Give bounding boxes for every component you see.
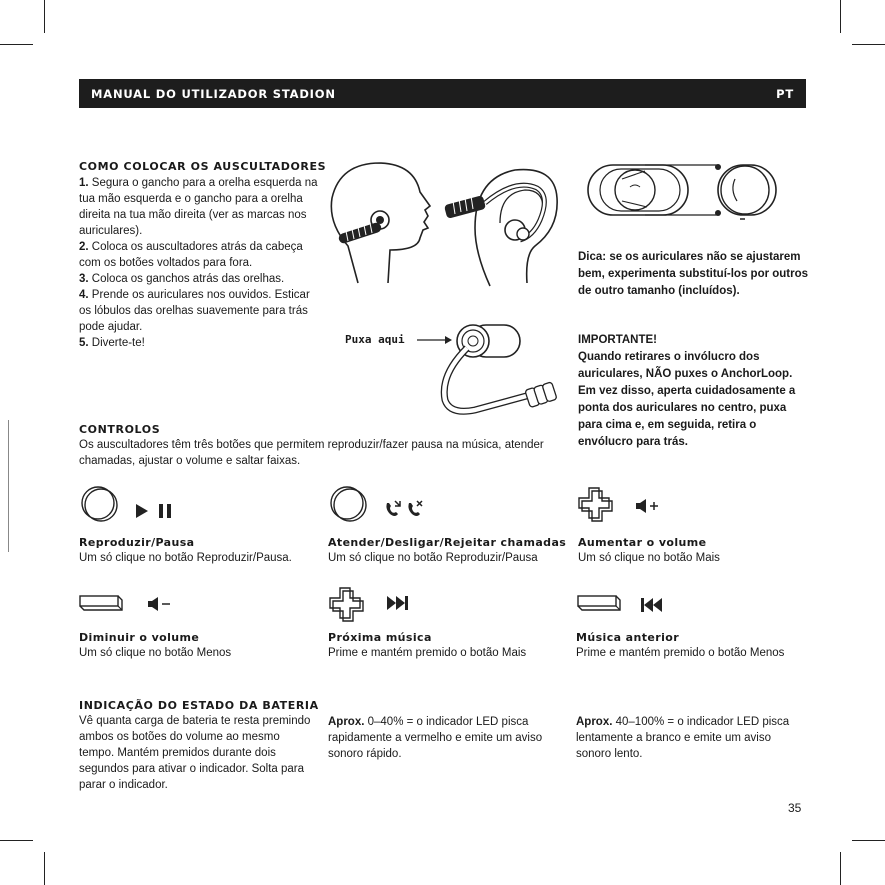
- battery-low-info: [328, 714, 560, 762]
- important-title: IMPORTANTE!: [578, 334, 658, 346]
- previous-track-icon: [640, 597, 664, 613]
- controls-intro: Os auscultadores têm três botões que permitem reproduzir/fazer pausa na música, atender chamadas, ajustar o volume e saltar faixas.: [79, 439, 544, 467]
- important-section: [578, 332, 813, 451]
- fitting-step: 4. Prende os auriculares nos ouvidos. Esticar os lóbulos das orelhas suavemente para trás pode ajudar.: [79, 289, 310, 333]
- crop-mark: [852, 840, 885, 841]
- control-title: Aumentar o volume: [578, 536, 707, 549]
- round-button-icon: [329, 485, 369, 525]
- manual-title: MANUAL DO UTILIZADOR STADION: [91, 86, 336, 101]
- crop-mark: [44, 0, 45, 33]
- page-number: 35: [788, 801, 802, 815]
- control-call: [328, 535, 566, 566]
- control-title: Música anterior: [576, 631, 680, 644]
- language-code: PT: [776, 86, 794, 101]
- minus-button-icon: [576, 594, 622, 612]
- volume-down-icon: [146, 596, 174, 612]
- control-desc: Um só clique no botão Reproduzir/Pausa.: [79, 552, 292, 564]
- plus-button-icon: [327, 586, 367, 624]
- control-desc: Um só clique no botão Menos: [79, 647, 232, 659]
- fitting-step: 2. Coloca os auscultadores atrás da cabeça com os botões voltados para fora.: [79, 241, 303, 269]
- control-previous-track: [576, 630, 784, 661]
- control-title: Atender/Desligar/Rejeitar chamadas: [328, 536, 567, 549]
- play-pause-icon: [134, 503, 176, 519]
- minus-button-icon: [78, 594, 124, 612]
- crop-mark: [0, 44, 33, 45]
- control-volume-up: [578, 535, 720, 566]
- control-desc: Um só clique no botão Mais: [578, 552, 720, 564]
- fitting-step: 1. Segura o gancho para a orelha esquerda na tua mão esquerda e o gancho para a orelha direita na tua mão direita (ver as marcas nos auriculares).: [79, 177, 318, 237]
- header-bar: [79, 79, 806, 108]
- next-track-icon: [386, 595, 410, 611]
- control-desc: Um só clique no botão Reproduzir/Pausa: [328, 552, 538, 564]
- controls-section: [79, 423, 559, 469]
- battery-section: [79, 699, 319, 793]
- head-illustration: [328, 158, 448, 288]
- battery-low-text: 0–40% = o indicador LED pisca rapidamente a vermelho e emite um aviso sonoro rápido.: [328, 716, 543, 760]
- ear-illustration: [445, 158, 570, 288]
- important-text: Quando retirares o invólucro dos auriculares, NÃO puxes o AnchorLoop. Em vez disso, aperta cuidadosamente a ponta dos auriculares no centro, puxa para cima e, em seguida, retira o envólucro para trás.: [578, 351, 796, 448]
- fitting-step: 3. Coloca os ganchos atrás das orelhas.: [79, 273, 285, 285]
- pull-here-label: Puxa aqui: [345, 333, 405, 346]
- battery-text: Vê quanta carga de bateria te resta premindo ambos os botões do volume ao mesmo tempo. Mantém premidos durante dois segundos para ativar o indicador. Solta para parar o indicador.: [79, 715, 311, 791]
- battery-high-info: [576, 714, 791, 762]
- battery-high-label: Aprox.: [576, 716, 613, 728]
- anchorloop-illustration: [415, 320, 565, 420]
- fitting-section: [79, 160, 329, 351]
- eartip-sizes-illustration: [585, 157, 785, 227]
- tip-text: Dica: se os auriculares não se ajustarem bem, experimenta substituí-los por outros de outro tamanho (incluídos).: [578, 251, 809, 297]
- fitting-step: 5. Diverte-te!: [79, 337, 145, 349]
- battery-high-text: 40–100% = o indicador LED pisca lentamente a branco e emite um aviso sonoro lento.: [576, 716, 790, 760]
- control-title: Diminuir o volume: [79, 631, 200, 644]
- control-volume-down: [79, 630, 231, 661]
- round-button-icon: [80, 485, 120, 525]
- controls-title: CONTROLOS: [79, 423, 161, 436]
- control-desc: Prime e mantém premido o botão Menos: [576, 647, 785, 659]
- battery-title: INDICAÇÃO DO ESTADO DA BATERIA: [79, 699, 319, 712]
- phone-icon: [384, 499, 426, 519]
- control-desc: Prime e mantém premido o botão Mais: [328, 647, 527, 659]
- crop-mark: [0, 840, 33, 841]
- crop-mark: [44, 852, 45, 885]
- fitting-title: COMO COLOCAR OS AUSCULTADORES: [79, 160, 327, 173]
- control-play-pause: [79, 535, 292, 566]
- battery-low-label: Aprox.: [328, 716, 365, 728]
- crop-mark: [840, 852, 841, 885]
- plus-button-icon: [576, 486, 616, 524]
- crop-mark: [840, 0, 841, 33]
- control-title: Próxima música: [328, 631, 432, 644]
- control-next-track: [328, 630, 526, 661]
- fitting-steps: [79, 175, 319, 351]
- volume-up-icon: [634, 498, 662, 514]
- crop-mark: [852, 44, 885, 45]
- control-title: Reproduzir/Pausa: [79, 536, 195, 549]
- crop-mark: [8, 420, 9, 552]
